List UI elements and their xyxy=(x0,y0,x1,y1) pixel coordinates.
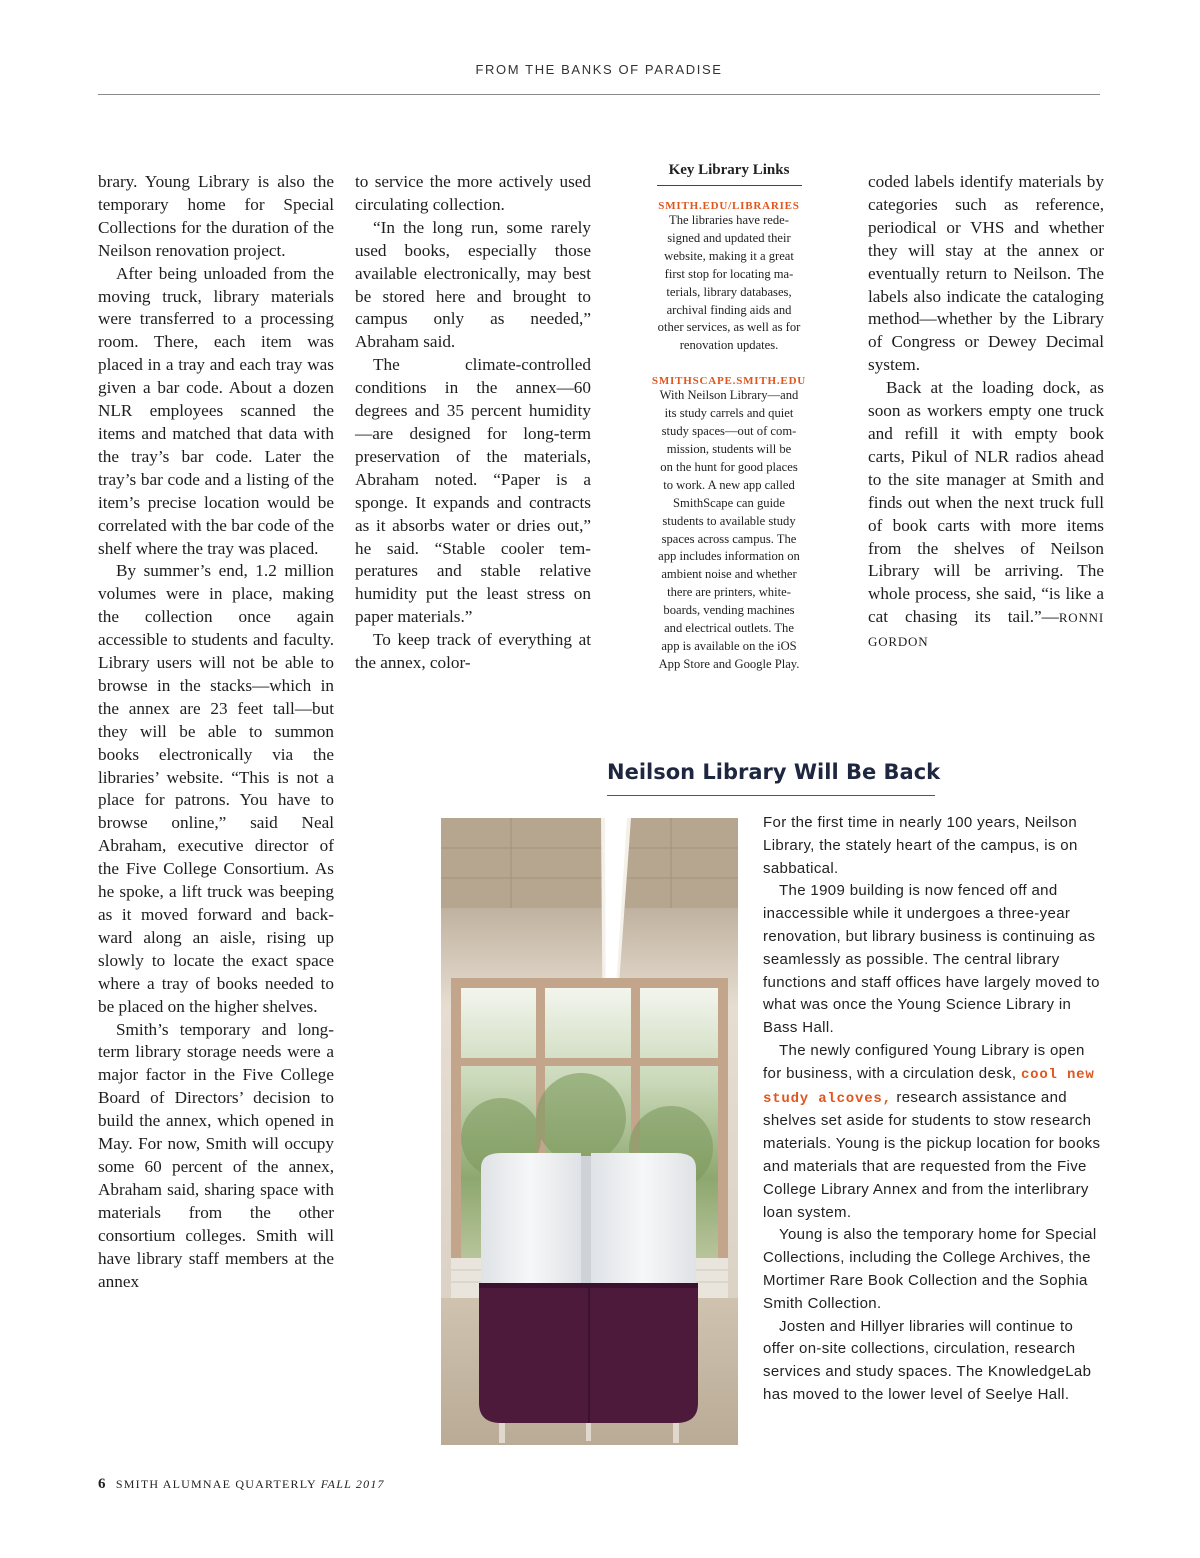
author-byline: RONNI GORDON xyxy=(868,610,1104,650)
sidebar-line: app includes information on xyxy=(658,549,800,564)
sidebar-line: signed and updated their xyxy=(667,230,791,245)
article-paragraph: The climate-controlled conditions in the annex—60 degrees and 35 percent humidity—are designed for long-term preservation of the materials, Abraham noted. “Paper is a sponge. It expands and contracts as it absorbs water or dries out,” he said. “Stable cooler temperatures and stable relative humidity put the least stress on paper materials.” xyxy=(355,355,591,627)
sidebar-link-libraries[interactable]: SMITH.EDU/LIBRARIES xyxy=(658,200,800,212)
sidebar-line: The libraries have rede- xyxy=(669,213,789,227)
page-number: 6 xyxy=(98,1476,107,1492)
sidebar-line: and electrical outlets. The xyxy=(664,621,794,636)
article-column-4 xyxy=(868,171,1104,654)
sidebar-line: first stop for locating ma- xyxy=(664,266,794,281)
issue-date: FALL 2017 xyxy=(320,1477,385,1491)
publication-name: SMITH ALUMNAE QUARTERLY xyxy=(115,1477,317,1491)
box-paragraph xyxy=(763,1040,1101,1224)
sidebar-line: students to available study xyxy=(662,513,796,528)
sidebar-line: With Neilson Library—and xyxy=(659,388,799,403)
sidebar-line: mission, students will be xyxy=(666,441,792,456)
sidebar-line: archival finding aids and xyxy=(666,302,792,317)
running-header: FROM THE BANKS OF PARADISE xyxy=(475,62,723,77)
article-paragraph: After being unloaded from the moving truck, library materials were transferred to a processing room. There, each item was placed in a tray and each tray was given a bar code. About a dozen NLR employees scanned the items and matched that data with the tray’s bar code. Later the tray’s bar code and a listing of the item’s precise location would be correlated with the bar code of the shelf where the tray was placed. xyxy=(98,263,334,558)
article-paragraph: to service the more actively used circulating collection. xyxy=(355,172,591,214)
box-text: The newly configured Young Library is open for business, with a circulation desk, xyxy=(763,1041,1085,1082)
sidebar-line: app is available on the iOS xyxy=(661,638,797,653)
sidebar-link-smithscape[interactable]: SMITHSCAPE.SMITH.EDU xyxy=(651,375,807,388)
box-paragraph: Josten and Hillyer libraries will continue to offer on-site collections, circulation, research services and study spaces. The KnowledgeLab has moved to the lower level of Seelye Hall. xyxy=(763,1317,1092,1403)
sidebar-line: other services, as well as for xyxy=(657,320,801,335)
study-alcove-photo xyxy=(441,818,738,1445)
sidebar-line: ambient noise and whether xyxy=(661,567,797,582)
sidebar-text-libraries xyxy=(636,212,822,355)
study-alcoves-link[interactable]: cool new study alcoves, xyxy=(763,1066,1095,1107)
sidebar-line: there are printers, white- xyxy=(667,585,791,600)
sidebar-text-smithscape xyxy=(636,387,822,674)
key-library-links-sidebar xyxy=(636,162,822,674)
sidebar-line: to work. A new app called xyxy=(663,477,795,492)
sidebar-line: website, making it a great xyxy=(664,248,794,263)
sidebar-line: spaces across campus. The xyxy=(661,531,797,546)
article-paragraph: coded labels identify materials by categories such as reference, periodical or VHS and whether they will stay at the annex or eventually return to Neilson. The labels also indicate the cataloging method—whether by the Library of Congress or Dewey Decimal system. xyxy=(868,172,1104,375)
header-rule xyxy=(98,94,1100,95)
article-paragraph: Smith’s temporary and long-term library storage needs were a major factor in the Five College Board of Directors’ decision to build the annex, which opened in May. For now, Smith will occupy some 60 percent of the annex, Abraham said, sharing space with materials from the other consortium colleges. Smith will have library staff members at the annex xyxy=(98,1019,334,1291)
page-footer xyxy=(98,1476,385,1493)
sidebar-line: terials, library databases, xyxy=(666,284,792,299)
box-body xyxy=(763,812,1101,1407)
article-paragraph xyxy=(868,377,1104,654)
sidebar-line: its study carrels and quiet xyxy=(664,406,794,421)
box-paragraph: Young is also the temporary home for Special Collections, including the College Archives, the Mortimer Rare Book Collection and the Sophia Smith Collection. xyxy=(763,1226,1097,1312)
box-paragraph: For the first time in nearly 100 years, Neilson Library, the stately heart of the campus, is on sabbatical. xyxy=(763,814,1078,877)
sidebar-line: renovation updates. xyxy=(679,338,779,353)
sidebar-line: App Store and Google Play. xyxy=(658,656,800,671)
article-column-2 xyxy=(355,171,591,675)
article-column-1 xyxy=(98,171,334,1293)
box-title-rule xyxy=(607,795,935,796)
sidebar-line: SmithScape can guide xyxy=(673,495,785,510)
box-text: research assistance and shelves set aside for students to stow research materials. Young is the pickup location for books and materials that are requested from the Five College Library Annex and from the interlibrary loan system. xyxy=(763,1088,1101,1221)
article-paragraph: brary. Young Library is also the temporary home for Special Collections for the duration of the Neilson renovation project. xyxy=(98,172,334,260)
article-paragraph: To keep track of everything at the annex, color- xyxy=(355,630,591,673)
sidebar-line: boards, vending machines xyxy=(663,603,795,618)
sidebar-rule xyxy=(657,185,802,186)
box-title: Neilson Library Will Be Back xyxy=(607,760,941,784)
box-paragraph: The 1909 building is now fenced off and inaccessible while it undergoes a three-year renovation, but library business is continuing as seamlessly as possible. The central library functions and staff offices have largely moved to what was once the Young Science Library in Bass Hall. xyxy=(763,882,1100,1037)
article-paragraph: “In the long run, some rarely used books, especially those available electronically, may best be stored here and brought to campus only as needed,” Abraham said. xyxy=(355,217,591,352)
article-paragraph: By summer’s end, 1.2 million volumes were in place, making the collection once again accessible to students and faculty. Library users will not be able to browse in the stacks—which in the annex are 23 feet tall—but they will be able to summon books electronically via the libraries’ website. “This is not a place for patrons. You have to browse online,” said Neal Abraham, executive director of the Five College Consortium. As he spoke, a lift truck was beeping as it moved forward and backward along an aisle, rising up slowly to locate the exact space where a tray of books needed to be placed on the higher shelves. xyxy=(98,561,334,1016)
article-text: Back at the loading dock, as soon as workers empty one truck and refill it with empty book carts, Pikul of NLR radios ahead to the site manager at Smith and finds out when the next truck full of book carts with more items from the shelves of Neilson Library will be arriving. The whole process, she said, “is like a cat chasing its tail.”— xyxy=(868,378,1104,627)
sidebar-line: study spaces—out of com- xyxy=(661,424,797,439)
sidebar-line: on the hunt for good places xyxy=(660,459,798,474)
sidebar-title: Key Library Links xyxy=(668,162,790,178)
